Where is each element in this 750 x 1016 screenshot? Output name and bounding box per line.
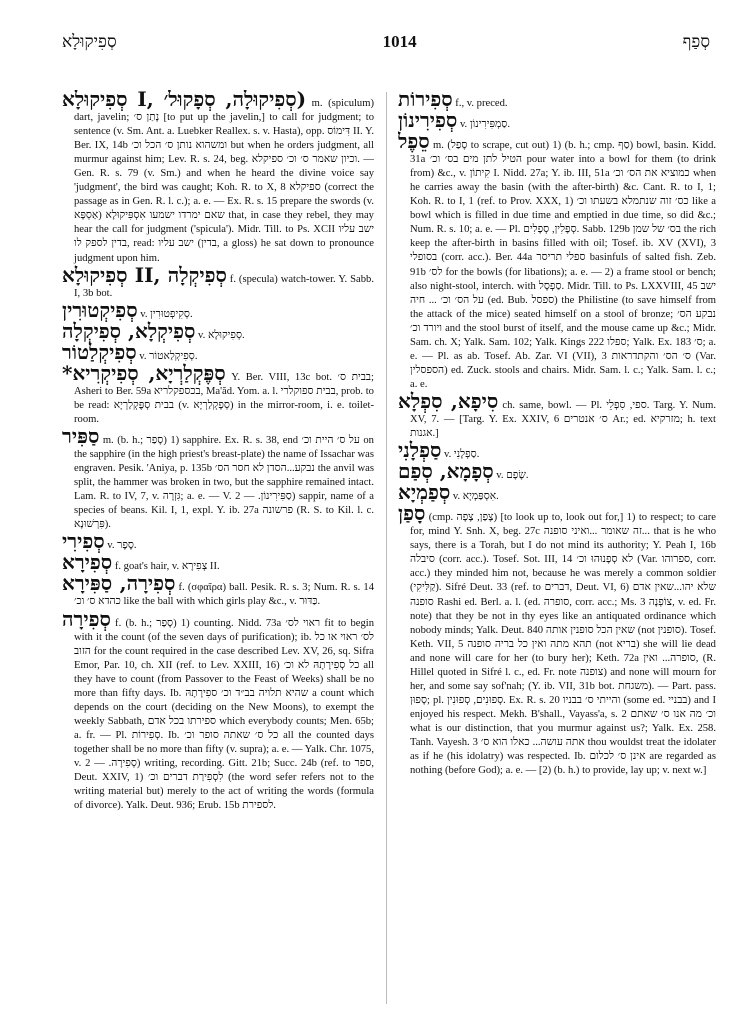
- dictionary-entry: [398, 501, 716, 778]
- entry-headword: סְפִיקְלָא, סְפִיקְלָה: [62, 318, 196, 343]
- entry-definition: f. (σφαῖρα) ball. Pesik. R. s. 3; Num. R. s. 14 כהדא ס׳ וכ׳ like the ball with which girls play &c., v. כַּדּוּר.: [74, 582, 374, 608]
- dictionary-entry: [398, 129, 716, 392]
- entry-headword: סְפִירָה: [62, 606, 111, 631]
- dictionary-entry: [62, 606, 374, 814]
- entry-headword: סְפִיקְלַטוֹר: [62, 339, 137, 364]
- entry-headword: סְפִירָה, סַפִּירָא: [62, 571, 176, 596]
- entry-definition: f. goat's hair, v. צְפִירָא II.: [112, 561, 220, 573]
- left-column: [62, 90, 374, 1006]
- entry-definition: v. סְקִיפְטוּרִין.: [137, 308, 193, 320]
- entry-definition: ch. same, bowl. — Pl. ספי, סִפְלֵי. Targ. Y. Num. XV, 7. — [Targ. Y. Ex. XXIV, 6 ס׳ אנטרים Ar.; ed. מזרקיא; h. text אגנות.]: [410, 399, 716, 440]
- running-header: [62, 30, 710, 54]
- entry-definition: v. שָׂפָם.: [493, 470, 529, 482]
- entry-definition: v. סֶפֶר.: [104, 540, 137, 552]
- entry-definition: v. סַפְלָנִי.: [441, 449, 480, 461]
- entry-definition: v. אִסְפַּמְיָא.: [450, 491, 499, 503]
- entry-definition: v. סְפִיקוּלָא.: [195, 329, 245, 341]
- dictionary-entry: [398, 480, 716, 505]
- entry-headword: סֵפֶל: [398, 129, 430, 154]
- entry-headword: סְפָמָא, סְפַם: [398, 459, 494, 484]
- page-number: 1014: [382, 32, 417, 51]
- right-column: [398, 90, 716, 1006]
- entry-definition: f. (b. h.; סָפַר) 1) counting. Nidd. 73a ראוי לס׳ fit to begin with it the count (of the seven days of purification); ib. לס׳ ראוי או כל הזוב for the count required in the case described Lev. XV, 26, sq. Sifra Emor, Par. 10, ch. XII (ref. to Lev. XXIII, 16) כל סְפִירָתָהּ לא וכ׳ all they have to count (from Passover to the Feast of Weeks) shall be no more than fifty days. Ib. שהיא תלויה בב״ד וכ׳ ספִירָתָהּ a count which depends on the court (deciding on the New Moons), to exempt the weekly Sabbath, ספירתו בכל אדם which everybody counts; Men. 65b; a. fr. — Pl. סְפִירוֹת. Ib. כל ס׳ שאתה סופר וכ׳ all the counted days together shall be no more than fifty (v. supra); a. e. — Yalk. Chr. 1075, v. סְפִירָה. — 2) writing, recording. Gitt. 21b; Succ. 24b (ref. to ספר, Deut. XXIV, 1) לִסְפִירַת דברים וכ׳ (the word sefer refers not to the writing material but) merely to the act of writing the words (formula of divorce). Yalk. Deut. 936; Erub. 15b לספירת.: [74, 617, 374, 812]
- entry-headword: סַפְלָנִי: [398, 438, 442, 463]
- entry-definition: m. (b. h.; סָפַר) 1) sapphire. Ex. R. s. 38, end על ס׳ היית וכ׳ on the sapphire (in the high priest's breast-plate) the name of Issachar was engraven. Pesik. 'Aniya, p. 135b נבקע...הסדן לא חסר הס׳ the anvil was split, the hammer was broken in two, but the sapphire remained intact. Lam. R. to IV, 7, v. גִּזְרָה; a. e. — V. סַפִּירִינוֹן. — 2) sappir, name of a species of beans. Kil. I, 1, expl. Y. ib. 27a פרשונה (R. S. to Kil. l. c. פִּרְשׁוּנָא).: [74, 434, 374, 531]
- entry-definition: (cmp. צָפַן, צָפָה) [to look up to, look out for,] 1) to respect; to care for, mind Y. Snh. X, beg. 27c זה שאומר ...ואיני סופנה... that is he who says, there is a Torah, but I do not mind its authority; Y. Peah I, 16b סיבלה (corr. acc.). Tosef. Sot. III, 14 לא סְפָנוּהוּ וכ׳ (Var. ספרוהו, corr. acc.) they minded him not, because he was merely a common soldier (קַלִּיקִי). Sifré Deut. 33 (ref. to דברים, Deut. VI, 6) שלא יהו...שאין אדם סופנה Rashi ed. Berl. a. l. (ed. סופרה, corr. acc.; Ms. 3 צוֹפְנָה, v. ed. Fr. note) that they be not in thy eyes like an antiquated ordinance which nobody minds; Yalk. Deut. 840 שאין הכל סופנין אותה (not סופנין). Tosef. Keth. VII, 5 תהא מתה ואין כל בריה סופנה (not בריא) she will lie dead and none will care for her (to bury her); Keth. 72a סופרה... ואין, (R. Hillel quoted in Sifré l. c., ed. Fr. note צופנה) and none will mourn for her, and some say sof'nah; (Y. ib. VII, 31b bot. משגחת). — Part. pass. סָפוּן; pl. סְפוּנִים, סְפוּנִין. Ex. R. s. 20 והייתי ס׳ בבניו (some ed. בבניי) and I enjoyed his respect. Mekh. B'shall., Vayass'a, s. 2 וכ׳ מה אנו ס׳ שאתם what is our distinction, that you murmur against us?; Yalk. Ex. 258. Tanh. Vayesh. 3 אתה עושה... כאלו הוא ס׳ thou wouldst treat the idolater as if he (his idolatry) was respected. Ib. אינן ס׳ לכלום are regarded as nothing (before God); a. e. — [2) (b. h.) to provide, lay up; v. next w.]: [410, 512, 716, 777]
- entry-definition: m. (סָפַל to scrape, cut out) 1) (b. h.; cmp. סַף) bowl, basin. Kidd. 31a הטיל לתן מים בס׳ וכ׳ pour water into a bowl for them (to drink from) &c., v. קִיתוֹן I. Nidd. 27a; Y. ib. III, 51a כמוציא את הס׳ וכ׳ when he carries away the basin (with the after-birth) &c. Cant. R. to I, 1; Koh. R. to I, 1 (ref. to Prov. XXX, 1) כס׳ זוה שנתמלא בשעתו וכ׳ like a bowl which is filled in due time and emptied in due time, so did &c.; Num. R. s. 10; a. e. — Pl. סְפָלִין, סְפָלִים. Sabb. 129b בס׳ של שמן the rich keep the after-birth in basins filled with oil; Tosef. ib. XV (XVI), 3 בסופלי (corr. acc.). Ber. 44a ספלי תריסר basinfuls of salted fish. Zeb. 91b לס׳ for the bowls (for libations); a. e. — 2) a frame stool or bench; also night-stool, interch. with סַפְסָל. Midr. Till. to Ps. LXXVIII, 45 ישב על הס׳ וכ׳ ... חיה (ed. Bub. ספסל) the Philistine (to save himself from the attack of the mice) seated himself on a stool of bronze; נבקע הס׳ ויורד וכ׳ and the stool burst of itself, and the mouse came up &c.; Midr. Sam. ch. X; Yalk. Sam. 102; Yalk. Kings 222 ספלו; Yalk. Ex. 183 ס׳; a. e. — Pl. as ab. Tosef. Ab. Zar. VI (VII), 3 ס׳ הס׳ והקתדראות (Var. הספסלין) ed. Zuck. stools and chairs. Midr. Sam. l. c.; Yalk. Sam. l. c.; a. e.: [410, 140, 716, 390]
- dictionary-entry: [62, 423, 374, 532]
- entry-headword: סְפַמְיָא: [398, 480, 451, 505]
- entry-headword: סְפִיקוּלָא II, סְפִיקְלָה: [62, 262, 227, 287]
- entry-headword: סְפִירָא: [62, 550, 113, 575]
- entry-headword: סְפִיקוּלָא I, סְפִיקוּלָה, סְפָקוּל׳): [62, 90, 307, 111]
- entry-definition: Y. Ber. VIII, 13c bot. בבית ס׳; Asheri to Ber. 59a בכספקלריא, Ma'ăd. Yom. a. l. בבית ספוקלרי, prob. to be read: בבית סְפֶּקְלַרְיָא (v. סְפָקְלַרְיָא) in the mirror-room, i. e. toilet-room.: [74, 371, 374, 425]
- entry-headword: סִיפָא, סִפְלָא: [398, 388, 499, 413]
- entry-headword: סְפִירוֹת: [398, 90, 453, 111]
- entry-headword: סַפִּיר: [62, 423, 100, 448]
- dictionary-entry: [62, 262, 374, 301]
- header-right-word: סְפַף: [682, 32, 710, 51]
- entry-definition: v. סְפִיקְלַאטוֹר.: [136, 350, 198, 362]
- dictionary-entry: [62, 571, 374, 609]
- entry-headword: סָפַן: [398, 501, 426, 526]
- entry-headword: סְפִירִי: [62, 529, 105, 554]
- dictionary-entry: [398, 388, 716, 441]
- dictionary-entry: [62, 360, 374, 427]
- entry-headword: *סְפֶּקְלַרְיָא, סְפִיקְרִיא: [62, 360, 226, 385]
- column-divider: [386, 92, 387, 1004]
- dictionary-entry: [398, 108, 716, 133]
- dictionary-entry: [62, 90, 374, 266]
- entry-definition: m. (spiculum) dart, javelin; נָתַן ס׳ [to put up the javelin,] to call for judgment; to sentence (v. Sm. Ant. a. Luebker Reallex. s. v. Hasta), opp. דִּימוֹס II. Y. Ber. IX, 14b ומשהוא נותן ס׳ הכל וכ׳ but when he orders judgment, all murmur against him; Lev. R. s. 24, beg. וכיון שאמר ס׳ וכ׳ ספיקלא. — Gen. R. s. 79 (v. Sm.) and when he heard the divine voice say 'judgment', the bird was caught; Koh. R. to X, 8 ספיקלא (correct the passage as in Gen. R. l. c.); a. e. — Ex. R. s. 15 prepare the swords (v. אַסְפָּא) שאם ימרדו ישמעו אִסְפִּיקוּלָא that, in case they rebel, they may hear the call for judgment ('spicula'). Midr. Till. to Ps. XCII ישב עליו בדין לספק לו, read: ישב עליו (בדין, a gloss) he sat down to pronounce judgment upon him.: [74, 98, 374, 264]
- entry-headword: סְפִיקְטוּרִין: [62, 297, 138, 322]
- entry-headword: סְפִירִינוֹן: [398, 108, 458, 133]
- entry-definition: f., v. preced.: [452, 98, 508, 109]
- entry-definition: f. (specula) watch-tower. Y. Sabb. I, 3b bot.: [74, 273, 374, 299]
- entry-definition: v. סַמְפִּירִינוֹן.: [457, 119, 510, 131]
- header-left-word: סְפִיקוּלָא: [62, 32, 117, 51]
